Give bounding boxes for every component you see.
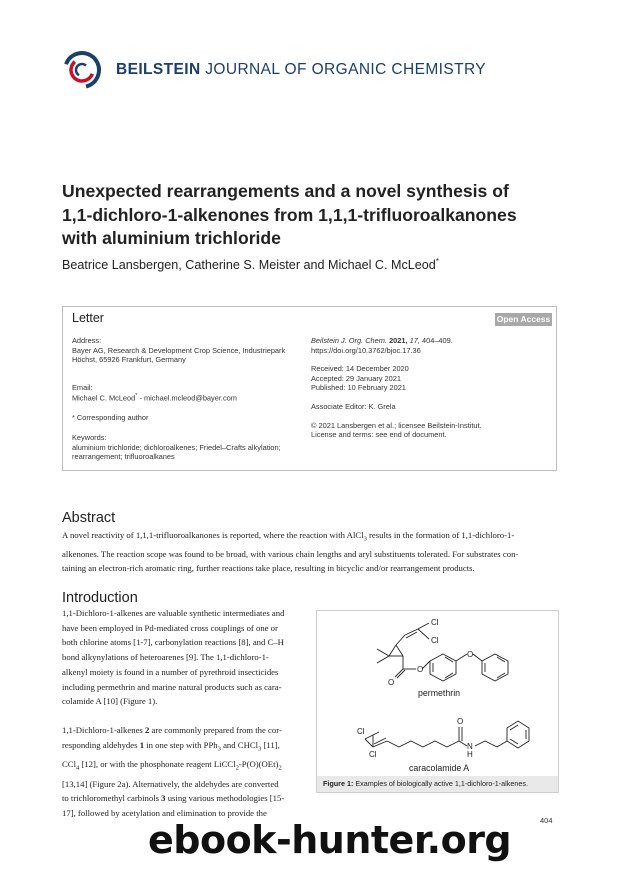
figure-1-structures [317, 611, 558, 775]
abstract-line: taining an electron-rich aromatic ring, further reactions take place, resulting in bicyclic and/or rearrangement products. [62, 563, 475, 574]
introduction-heading: Introduction [62, 590, 138, 606]
body-line: both chlorine atoms [1-7], carbonylation reactions [8], and C–H [62, 637, 284, 648]
compound-number: 3 [161, 793, 166, 804]
email-line [72, 392, 312, 403]
citation-volume: 17, [409, 336, 420, 345]
authors-text: Beatrice Lansbergen, Catherine S. Meister and Michael C. McLeod [62, 258, 436, 273]
compound-name-permethrin: permethrin [418, 688, 461, 698]
article-type-label: Letter [72, 311, 104, 325]
title-line: 1,1-dichloro-1-alkenones from 1,1,1-trifluoroalkanones [62, 204, 517, 225]
journal-name-bold: BEILSTEIN [116, 61, 201, 78]
corresponding-note: * Corresponding author [72, 413, 149, 423]
abstract-subscript: 3 [363, 535, 367, 543]
body-segment: in one step with PPh [144, 739, 218, 750]
body-segment: using various methodologies [15- [165, 793, 285, 804]
journal-name-rest: JOURNAL OF ORGANIC CHEMISTRY [200, 61, 487, 78]
doi-link[interactable]: https://doi.org/10.3762/bjoc.17.36 [311, 345, 421, 355]
keywords-line: aluminium trichloride; dichloroalkenes; Friedel–Crafts alkylation; [72, 442, 281, 452]
received-date: Received: 14 December 2020 [311, 364, 409, 374]
article-title [62, 180, 562, 251]
body-line: 1,1-Dichloro-1-alkenes are valuable synthetic intermediates and [62, 608, 285, 618]
compound-number: 1 [139, 739, 145, 750]
body-segment: to trichloromethyl carbinols [62, 793, 162, 804]
subscript: 2 [278, 764, 282, 772]
address-label: Address: [72, 336, 102, 345]
page-number: 404 [540, 816, 553, 825]
address-line: Höchst, 65926 Frankfurt, Germany [72, 355, 186, 365]
watermark: ebook-hunter.org [148, 818, 512, 862]
abstract-text [62, 528, 558, 575]
address-line: Bayer AG, Research & Development Crop Science, Industriepark [72, 345, 286, 355]
body-line [62, 723, 304, 738]
title-line: with aluminium trichloride [62, 228, 281, 248]
body-line: including permethrin and marine natural products such as cara- [62, 681, 282, 692]
license-line: License and terms: see end of document. [311, 430, 447, 440]
author-list [62, 257, 439, 272]
permethrin-structure [377, 623, 508, 681]
abstract-line [62, 528, 558, 547]
body-line: alkenyl moiety is found in a number of pyrethroid insecticides [62, 666, 279, 677]
caption-label: Figure 1: [323, 779, 354, 788]
abstract-heading: Abstract [62, 510, 116, 526]
title-line: Unexpected rearrangements and a novel synthesis of [62, 181, 509, 201]
body-segment: CCl [62, 759, 77, 770]
abstract-line: alkenones. The reaction scope was found to be broad, with various chain lengths and aryl substituents tolerated. For substrates con- [62, 548, 519, 559]
citation-year: 2021, [389, 336, 408, 345]
body-segment: 1,1-Dichloro-1-alkenes [62, 724, 145, 735]
email-address[interactable]: - michael.mcleod@bayer.com [137, 393, 237, 403]
body-line [62, 791, 304, 806]
atom-label: Cl [357, 727, 365, 736]
atom-label: O [467, 650, 474, 659]
info-left-column [72, 336, 312, 462]
subscript: 2 [235, 764, 239, 772]
atom-label: H [467, 750, 473, 759]
introduction-text [62, 606, 304, 821]
atom-label: Cl [431, 618, 439, 627]
body-segment: [12], or with the phosphonate reagent LiCCl [79, 759, 236, 770]
abstract-segment: A novel reactivity of 1,1,1-trifluoroalkanones is reported, where the reaction with AlCl [62, 530, 364, 540]
citation-pages: 404–409. [421, 336, 453, 345]
citation-journal: Beilstein J. Org. Chem. [311, 336, 387, 345]
atom-label: O [417, 665, 424, 674]
compound-name-caracolamide: caracolamide A [409, 763, 470, 773]
body-line: [13,14] (Figure 2a). Alternatively, the aldehydes are converted [62, 778, 279, 789]
info-right-column [311, 336, 551, 440]
caption-text: Examples of biologically active 1,1-dichloro-1-alkenes. [353, 779, 528, 788]
body-line: 17], followed by acetylation and elimination to provide the [62, 807, 267, 818]
journal-logo [62, 50, 102, 90]
body-segment: responding aldehydes [62, 739, 140, 750]
caracolamide-structure [365, 721, 529, 748]
email-label: Email: [72, 382, 93, 392]
body-line: bond alkynylations of heteroarenes [9]. The 1,1-dichloro-1- [62, 652, 269, 663]
body-line [62, 738, 304, 757]
journal-name [116, 61, 486, 79]
subscript: 4 [76, 764, 80, 772]
compound-number: 2 [145, 724, 150, 735]
accepted-date: Accepted: 29 January 2021 [311, 373, 401, 383]
body-line [62, 757, 304, 776]
license-line: © 2021 Lansbergen et al.; licensee Beilstein-Institut. [311, 420, 482, 430]
published-date: Published: 10 February 2021 [311, 383, 406, 393]
email-name: Michael C. McLeod [72, 393, 136, 403]
atom-label: O [388, 678, 395, 687]
email-mark: * [135, 393, 138, 400]
subscript: 3 [217, 745, 221, 753]
keywords-label: Keywords: [72, 433, 107, 443]
body-line: colamide A [10] (Figure 1). [62, 696, 158, 707]
associate-editor: Associate Editor: K. Grela [311, 401, 396, 411]
body-line: have been employed in Pd-mediated cross couplings of one or [62, 622, 278, 633]
citation [311, 336, 551, 346]
atom-label: O [457, 717, 464, 726]
body-segment: and CHCl [220, 739, 259, 750]
corresponding-mark: * [435, 257, 439, 266]
figure-1-caption [317, 776, 558, 792]
atom-label: N [467, 742, 473, 751]
body-segment: -P(O)(OEt) [238, 759, 279, 770]
open-access-badge: Open Access [496, 314, 551, 324]
body-segment: are commonly prepared from the cor- [149, 724, 282, 735]
subscript: 3 [258, 745, 262, 753]
atom-label: Cl [431, 636, 439, 645]
body-segment: [11], [261, 739, 280, 750]
keywords-line: rearrangement; trifluoroalkanes [72, 452, 175, 462]
atom-label: Cl [369, 750, 377, 759]
abstract-segment: results in the formation of 1,1-dichloro-1- [366, 530, 515, 540]
